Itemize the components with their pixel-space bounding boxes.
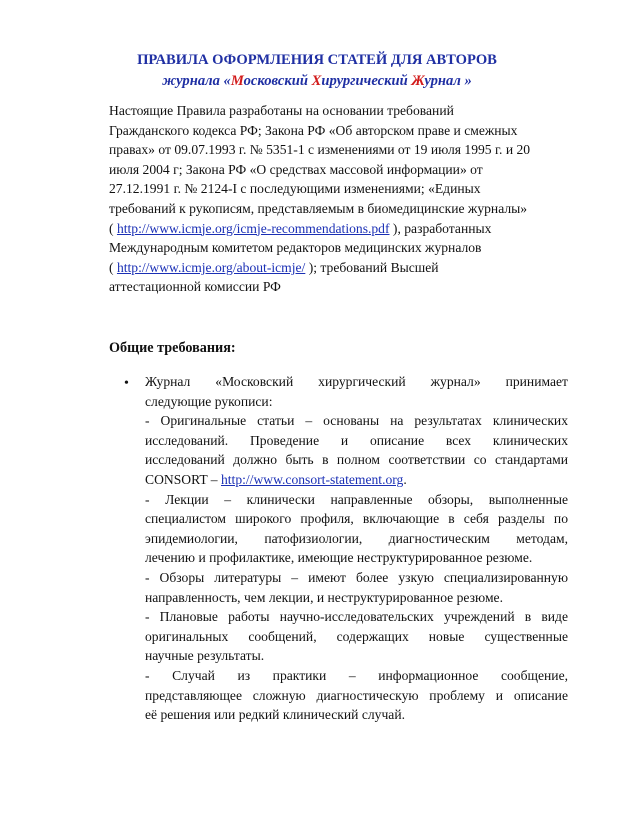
bullet-icon: • [124, 376, 129, 391]
intro-line: Настоящие Правила разработаны на основании требований [109, 103, 454, 118]
subtitle-word-2: ирургический [321, 73, 412, 89]
intro-line: июля 2004 г; Закона РФ «О средствах массовой информации» от [109, 161, 483, 177]
page-subtitle [0, 73, 634, 90]
list-line: эпидемиологии, патофизиологии, диагностическим методам, [145, 530, 568, 546]
consort-label: CONSORT – [145, 471, 221, 487]
list-line: лечению и профилактике, имеющие неструктурированное резюме. [145, 550, 533, 566]
intro-line [109, 258, 579, 278]
intro-line: 27.12.1991 г. № 2124-I с последующими изменениями; «Единых [109, 181, 481, 197]
list-line: Журнал «Московский хирургический журнал» принимает [145, 374, 568, 389]
intro-line: требований к рукописям, представляемым в биомедицинские журналы» [109, 200, 528, 216]
page-title: ПРАВИЛА ОФОРМЛЕНИЯ СТАТЕЙ ДЛЯ АВТОРОВ [137, 52, 497, 68]
intro-text: ); требований Высшей [305, 259, 439, 275]
subtitle-initial-zh: Ж [411, 73, 425, 89]
subtitle-initial-m: М [230, 73, 244, 89]
consort-statement-link[interactable]: http://www.consort-statement.org [220, 471, 404, 487]
intro-line: Гражданского кодекса РФ; Закона РФ «Об авторском праве и смежных [109, 122, 518, 138]
subtitle-word-1: осковский [243, 73, 312, 89]
paren-open: ( [109, 259, 117, 275]
icmje-about-link[interactable]: http://www.icmje.org/about-icmje/ [116, 259, 306, 275]
list-line: - Случай из практики – информационное сообщение, [145, 667, 568, 683]
list-line: исследований. Проведение и описание всех клинических [145, 432, 568, 448]
section-heading: Общие требования: [109, 340, 236, 356]
list-line: её решения или редкий клинический случай. [145, 707, 406, 723]
list-line: исследований должно быть в полном соответствии со стандартами [145, 452, 568, 468]
list-line: - Оригинальные статьи – основаны на результатах клинических [145, 413, 568, 429]
list-line: оригинальных сообщений, содержащих новые существенные [145, 628, 568, 644]
list-line: научные результаты. [145, 648, 265, 664]
list-line: - Обзоры литературы – имеют более узкую специализированную [145, 569, 568, 585]
list-line: - Плановые работы научно-исследовательских учреждений в виде [145, 609, 568, 625]
intro-line [109, 219, 579, 239]
list-line: специалистом широкого профиля, включающие в себя разделы по [145, 511, 568, 527]
intro-paragraph [109, 101, 579, 297]
icmje-recommendations-link[interactable]: http://www.icmje.org/icmje-recommendations.pdf [116, 220, 390, 236]
paren-open: ( [109, 220, 117, 236]
list-line: направленность, чем лекции, и неструктурированное резюме. [145, 589, 503, 605]
intro-line: аттестационной комиссии РФ [109, 279, 281, 295]
subtitle-initial-h: Х [311, 73, 322, 89]
intro-line: Международным комитетом редакторов медицинских журналов [109, 240, 482, 256]
list-line [145, 470, 568, 490]
period: . [403, 471, 407, 487]
list-line: представляющее сложную диагностическую проблему и описание [145, 687, 568, 703]
subtitle-word-3: урнал » [424, 73, 472, 89]
list-line: - Лекции – клинически направленные обзоры, выполненные [145, 491, 568, 507]
list-line: следующие рукописи: [145, 393, 273, 409]
intro-text: ), разработанных [389, 220, 492, 236]
manuscript-types-list [145, 372, 568, 725]
subtitle-prefix: журнала « [162, 73, 231, 89]
intro-line: правах» от 09.07.1993 г. № 5351-1 с изменениями от 19 июля 1995 г. и 20 [109, 142, 531, 158]
